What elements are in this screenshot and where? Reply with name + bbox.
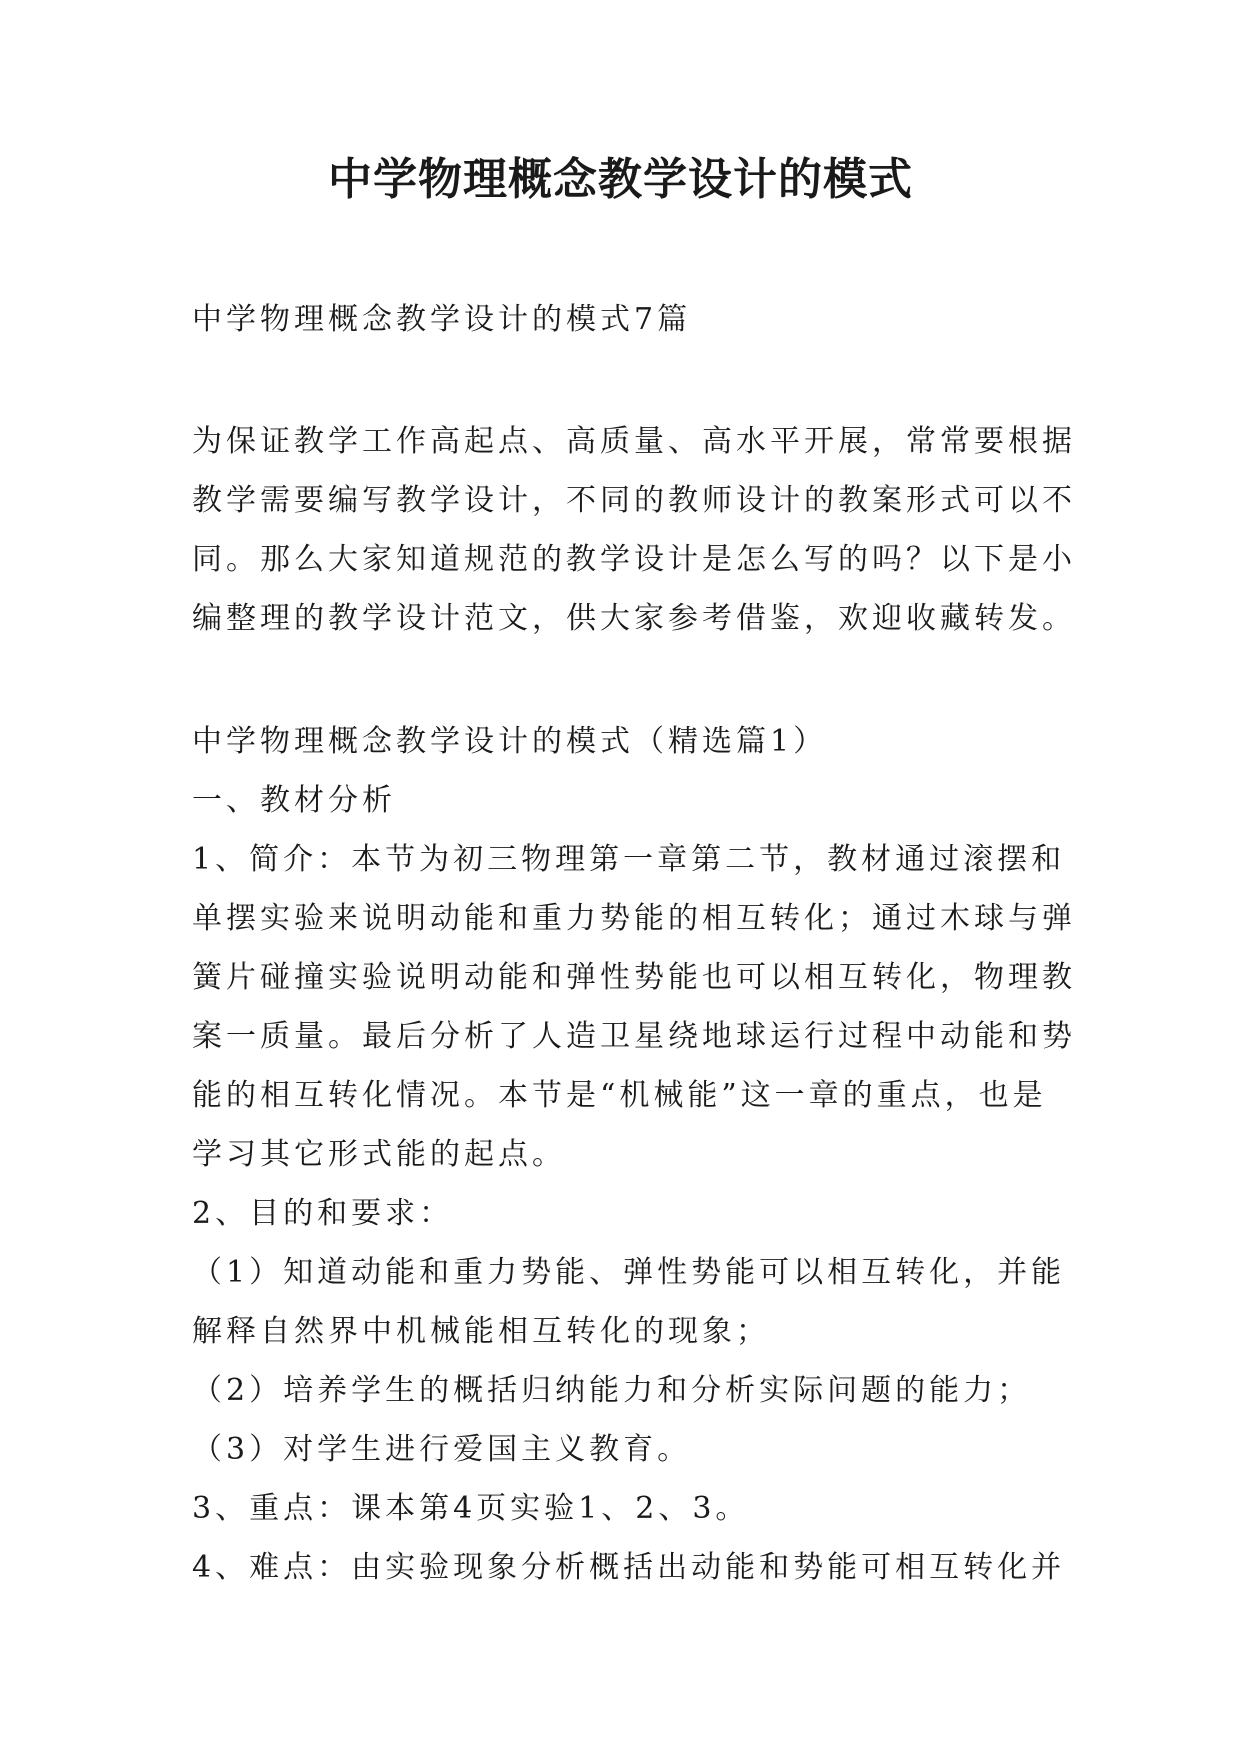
intro-line: 为保证教学工作高起点、高质量、高水平开展，常常要根据: [192, 424, 1076, 459]
body-line: （3）对学生进行爱国主义教育。: [192, 1432, 692, 1467]
body-line: 解释自然界中机械能相互转化的现象；: [192, 1314, 770, 1349]
section-heading: 中学物理概念教学设计的模式（精选篇1）: [192, 724, 828, 759]
paragraph-gap: [192, 648, 1072, 712]
body-line: （1）知道动能和重力势能、弹性势能可以相互转化，并能: [192, 1255, 1066, 1290]
document-body: [192, 290, 1076, 1597]
subsection-heading: 一、教材分析: [192, 783, 396, 818]
section-body: [192, 712, 1076, 1597]
body-line: 案一质量。最后分析了人造卫星绕地球运行过程中动能和势: [192, 1019, 1076, 1054]
intro-paragraph: [192, 412, 1076, 648]
body-line: 4、难点：由实验现象分析概括出动能和势能可相互转化并: [192, 1550, 1066, 1585]
intro-line: 同。那么大家知道规范的教学设计是怎么写的吗？以下是小: [192, 542, 1076, 577]
body-line: 3、重点：课本第4页实验1、2、3。: [192, 1491, 750, 1526]
intro-line: 编整理的教学设计范文，供大家参考借鉴，欢迎收藏转发。: [192, 601, 1076, 636]
paragraph-gap: [192, 349, 1072, 412]
intro-line: 教学需要编写教学设计，不同的教师设计的教案形式可以不: [192, 483, 1076, 518]
body-line: 1、简介：本节为初三物理第一章第二节，教材通过滚摆和: [192, 842, 1066, 877]
document-subtitle: 中学物理概念教学设计的模式7篇: [192, 302, 692, 337]
body-line: 单摆实验来说明动能和重力势能的相互转化；通过木球与弹: [192, 901, 1076, 936]
body-line: 2、目的和要求：: [192, 1196, 454, 1231]
document-title: 中学物理概念教学设计的模式: [328, 154, 913, 205]
body-line: 学习其它形式能的起点。: [192, 1137, 566, 1172]
body-line: （2）培养学生的概括归纳能力和分析实际问题的能力；: [192, 1373, 1032, 1408]
body-line: 簧片碰撞实验说明动能和弹性势能也可以相互转化，物理教: [192, 960, 1076, 995]
body-line: 能的相互转化情况。本节是“机械能”这一章的重点，也是: [192, 1078, 1047, 1113]
